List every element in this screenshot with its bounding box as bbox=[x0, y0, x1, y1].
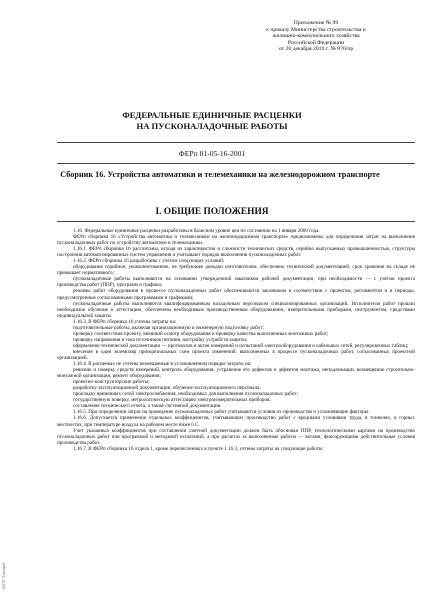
annex-reference bbox=[230, 20, 402, 53]
paragraph: 1.16.6. Допускается применение отдельных коэффициентов, учитывающих производство работ с вредными условиями труда, в тоннелях, в горных местностях, при температуре воздуха на рабочем месте ниже 0 С. bbox=[57, 415, 415, 428]
divider-line bbox=[57, 163, 415, 164]
divider-line bbox=[57, 142, 415, 143]
annex-line: Российской Федерации bbox=[287, 39, 345, 46]
paragraph: пусконаладочные работы выполняются на основании утвержденной заказчиком рабочей документации, при необходимости — с учетом проекта производства работ (ППР), программ и графика; bbox=[57, 276, 415, 289]
paragraph: пусконаладочные работы выполняются квалифицированным наладочным персоналом специализированных организаций. Исполнители работ прошли необходимое обучение и аттестацию, обеспечены необходимым производственным оборудованием, измерительными приборами, инструментом, средствами индивидуальной защиты. bbox=[57, 300, 415, 319]
paragraph: подготовительные работы, включая организационную и инженерную подготовку работ; bbox=[73, 324, 264, 331]
paragraph: 1.16.4. В расценках не учтены возмещаемые в установленном порядке затраты на: bbox=[73, 361, 252, 368]
paragraph: внесение в один экземпляр принципиальных схем проекта изменений, выполненных в процессе пусконаладочных работ, согласованных проектной организацией. bbox=[57, 348, 415, 361]
paragraph: прокладку временных сетей электроснабжения, необходимых для выполнения пусконаладочных работ; bbox=[73, 391, 298, 398]
paragraph: оформление технической документации — протоколов и актов измерений и испытаний электрооборудования и кабельных сетей, регулировочных таблиц; bbox=[73, 342, 409, 349]
paragraph: режимы работ оборудования в процессе пусконаладочных работ обеспечиваются заказчиком в соответствии с проектом, регламентом и в периоды, предусмотренные согласованными программами и графиками; bbox=[57, 288, 415, 301]
paragraph: проектно-конструкторские работы; bbox=[73, 379, 150, 386]
section-heading: I. ОБЩИЕ ПОЛОЖЕНИЯ bbox=[155, 207, 269, 217]
annex-line: Приложение № 99 bbox=[293, 20, 339, 26]
paragraph: 1.16. Федеральные единичные расценки разработаны в базисном уровне цен по состоянию на 1 января 2000 года. bbox=[73, 228, 320, 234]
document-code: ФЕРп 81-05-16-2001 bbox=[178, 149, 246, 158]
annex-line: от 26 декабря 2019 г. № 876/пр bbox=[278, 46, 354, 53]
paragraph: 1.16.3. В ФЕРп сборника 16 учтены затраты на: bbox=[73, 318, 177, 325]
paragraph: 1.16.1. ФЕРп сборника 16 рассчитаны, исходя из характеристик и сложности технических средств, серийно выпускаемых промышленностью, структуры построения автоматизированных систем управления и учитывают порядок выполнения пусконаладочных работ. bbox=[57, 246, 415, 259]
annex-line: жилищно-коммунального хозяйства bbox=[272, 33, 360, 40]
annex-line: к приказу Министерства строительства и bbox=[266, 26, 366, 33]
paragraph: Учет указанных коэффициентов при составлении сметной документации должен быть обоснован ППР, технологическими картами на производство пусконаладочных работ или программой и методикой испытаний, а при расчетах за выполненные работы — актами, фиксирующими действительные условия производства работ. bbox=[57, 427, 415, 446]
paragraph: проверку соответствия проекту, внешний осмотр оборудования и проверку качества выполненных монтажных работ; bbox=[73, 330, 329, 337]
body-text bbox=[57, 228, 415, 452]
paragraph: проверку напряжения и тока источников питания, настройку устройств защиты; bbox=[73, 336, 248, 343]
paragraph: 1.16.7. В ФЕРп сборника 16 отдела 1, кроме перечисленных в пункте 1.16.3, учтены затраты на следующие работы: bbox=[73, 445, 324, 452]
paragraph: ревизию и поверку средств измерений, контроль оборудования, устранение его дефектов и дефектов монтажа, неподлежащих возмещению строительно-монтажной организации, ремонт оборудования; bbox=[57, 367, 415, 380]
paragraph: 1.16.5. При определении затрат на проведение пусконаладочных работ учитываются условия их производства и усложняющие факторы. bbox=[73, 409, 370, 416]
paragraph: разработку эксплуатационной документации, обучение эксплуатационного персонала; bbox=[73, 385, 261, 392]
document-title bbox=[40, 110, 384, 131]
side-watermark bbox=[2, 520, 10, 590]
paragraph: 1.16.2. ФЕРп сборника 16 разработаны с учетом следующих условий: bbox=[73, 258, 225, 265]
divider-line bbox=[57, 221, 415, 222]
title-line-2: НА ПУСКОНАЛАДОЧНЫЕ РАБОТЫ bbox=[136, 120, 288, 131]
paragraph: составление технического отчета, а также системной документации. bbox=[73, 403, 222, 410]
collection-title: Сборник 16. Устройства автоматики и телемеханики на железнодорожном транспорте bbox=[60, 170, 380, 179]
side-watermark-text: ЭСПП "Технорм" bbox=[2, 561, 6, 590]
paragraph: государственную поверку, метрологическую аттестацию электроизмерительных приборов; bbox=[73, 397, 271, 404]
paragraph: ФЕРп сборника 16 «Устройства автоматики и телемеханики на железнодорожном транспорте» предназначены для определения затрат на выполнение пусконаладочных работ по устройству автоматики и телемеханики. bbox=[57, 234, 415, 247]
paragraph: оборудование серийное, укомплектованное, не требующее доводки изготовителем, обеспечено технической документацией, срок хранения на складе не превышает нормативного; bbox=[57, 264, 415, 277]
title-line-1: ФЕДЕРАЛЬНЫЕ ЕДИНИЧНЫЕ РАСЦЕНКИ bbox=[122, 110, 302, 120]
